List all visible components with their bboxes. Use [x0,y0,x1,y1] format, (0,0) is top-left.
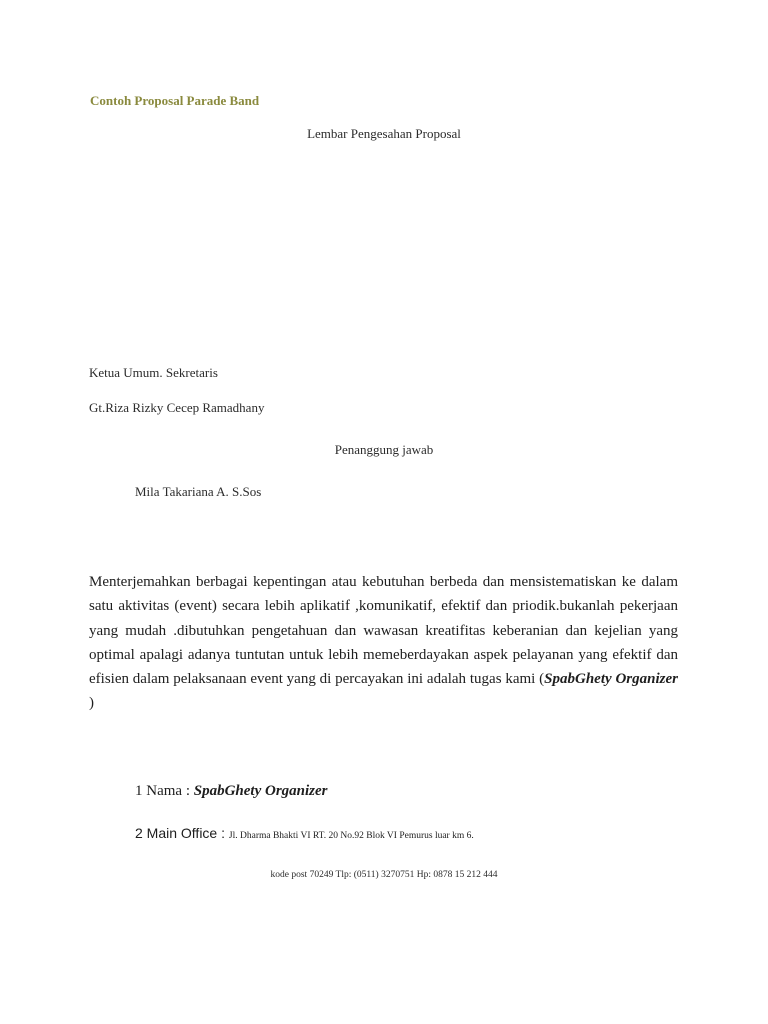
paragraph-text: Menterjemahkan berbagai kepentingan atau kebutuhan berbeda dan mensistematiskan ke dalam satu aktivitas (event) secara lebih aplikatif ,komunikatif, efektif dan priodik.bukanlah pekerjaan yang mudah .dibutuhkan pengetahuan dan wawasan kreatifitas keberanian dan kejelian yang optimal apalagi adanya tuntutan untuk lebih memeberdayakan aspek pelayanan yang efektif dan efisien dalam pelaksanaan event yang di percayakan ini adalah tugas kami ( [89,574,678,688]
office-label: 2 Main Office : [135,825,229,841]
office-address: Jl. Dharma Bhakti VI RT. 20 No.92 Blok VI Pemurus luar km 6. [228,831,474,841]
paragraph-closing: ) [89,695,94,712]
document-title: Contoh Proposal Parade Band [90,93,260,108]
responsible-name: Mila Takariana A. S.Sos [135,484,262,499]
name-value: SpabGhety Organizer [193,783,328,799]
signatory-roles: Ketua Umum. Sekretaris [89,365,218,380]
responsible-label: Penanggung jawab [334,442,434,457]
signatory-names: Gt.Riza Rizky Cecep Ramadhany [89,400,265,415]
name-label: 1 Nama : [135,783,194,799]
approval-sheet-heading: Lembar Pengesahan Proposal [307,126,461,141]
contact-line: kode post 70249 Tlp: (0511) 3270751 Hp: 0878 15 212 444 [270,870,498,880]
info-name-line [135,783,328,800]
organizer-name-emphasis: SpabGhety Organizer [544,671,678,688]
info-office-line [135,825,474,843]
body-paragraph [89,570,678,716]
